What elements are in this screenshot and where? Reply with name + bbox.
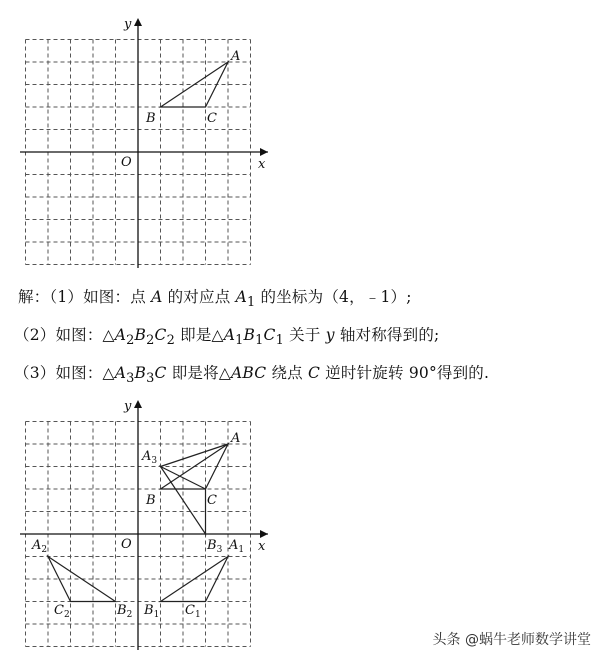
bottom-point-b2: $B_2$ bbox=[117, 603, 133, 620]
watermark-text: 头条 @蜗牛老师数学讲堂 bbox=[432, 632, 591, 648]
bottom-x-arrow-icon bbox=[260, 530, 268, 538]
line1-point-a1: A bbox=[235, 288, 247, 306]
line3-mid: 即是将△ bbox=[171, 364, 231, 382]
bottom-x-label: x bbox=[258, 539, 266, 554]
bottom-graph-svg bbox=[0, 392, 280, 654]
line3-c: C bbox=[154, 364, 167, 382]
line2-a1-sub: 1 bbox=[235, 333, 244, 349]
line3-prefix: （3）如图：△ bbox=[14, 364, 115, 382]
top-y-label: y bbox=[124, 17, 132, 32]
line3-mid2: 绕点 bbox=[271, 364, 303, 382]
bottom-point-a: A bbox=[231, 431, 241, 446]
bottom-point-a1: $A_1$ bbox=[229, 538, 245, 555]
line1-prefix: 解：（1）如图：点 bbox=[18, 288, 146, 306]
line3-abc: ABC bbox=[230, 364, 267, 382]
line2-prefix: （2）如图：△ bbox=[14, 326, 115, 344]
top-point-c: C bbox=[207, 111, 217, 126]
solution-line-1 bbox=[18, 285, 412, 310]
top-point-a: A bbox=[231, 49, 241, 64]
line2-y: y bbox=[325, 326, 335, 344]
bottom-point-c: C bbox=[207, 493, 217, 508]
line2-c2: C bbox=[154, 326, 167, 344]
bottom-y-label: y bbox=[124, 399, 132, 414]
top-origin-label: O bbox=[121, 155, 132, 170]
top-point-b: B bbox=[146, 111, 156, 126]
bottom-point-c1: $C_1$ bbox=[185, 603, 201, 620]
top-x-label: x bbox=[258, 157, 266, 172]
line3-suffix: 逆时针旋转 90°得到的. bbox=[325, 364, 490, 382]
top-y-arrow-icon bbox=[134, 18, 142, 26]
bottom-point-b1: $B_1$ bbox=[144, 603, 160, 620]
line2-c2-sub: 2 bbox=[166, 333, 176, 349]
line1-point-a: A bbox=[151, 288, 163, 306]
line2-mid2: 关于 bbox=[289, 326, 321, 344]
line2-c1-sub: 1 bbox=[275, 333, 285, 349]
line2-b1: B bbox=[243, 326, 256, 344]
line2-b1-sub: 1 bbox=[255, 333, 264, 349]
bottom-origin-label: O bbox=[121, 537, 132, 552]
line3-point-c: C bbox=[308, 364, 321, 382]
line2-a2-sub: 2 bbox=[126, 333, 135, 349]
top-x-arrow-icon bbox=[260, 148, 268, 156]
bottom-y-arrow-icon bbox=[134, 400, 142, 408]
bottom-point-a2: $A_2$ bbox=[32, 538, 48, 555]
top-graph-svg bbox=[0, 10, 280, 272]
line2-b2: B bbox=[134, 326, 147, 344]
triangle-a3b3c bbox=[161, 467, 206, 535]
bottom-point-b: B bbox=[146, 493, 156, 508]
line2-suffix: 轴对称得到的; bbox=[339, 326, 440, 344]
line2-a2: A bbox=[114, 326, 127, 344]
line1-mid: 的对应点 bbox=[167, 288, 231, 306]
line2-b2-sub: 2 bbox=[146, 333, 155, 349]
line2-mid: 即是△ bbox=[180, 326, 224, 344]
line2-a1: A bbox=[223, 326, 236, 344]
line2-c1: C bbox=[263, 326, 276, 344]
line3-b3-sub: 3 bbox=[146, 371, 155, 387]
line1-a1-sub: 1 bbox=[246, 295, 256, 311]
solution-line-3 bbox=[14, 361, 489, 386]
bottom-coordinate-graph bbox=[0, 392, 280, 654]
line3-b3: B bbox=[134, 364, 147, 382]
bottom-point-c2: $C_2$ bbox=[54, 603, 70, 620]
line3-a3-sub: 3 bbox=[126, 371, 135, 387]
bottom-point-b3: $B_3$ bbox=[207, 538, 223, 555]
solution-line-2 bbox=[14, 323, 439, 348]
bottom-point-a3: $A_3$ bbox=[142, 449, 158, 466]
line3-a3: A bbox=[114, 364, 127, 382]
top-coordinate-graph bbox=[0, 10, 280, 272]
line1-suffix: 的坐标为（4，﹣1）; bbox=[260, 288, 412, 306]
